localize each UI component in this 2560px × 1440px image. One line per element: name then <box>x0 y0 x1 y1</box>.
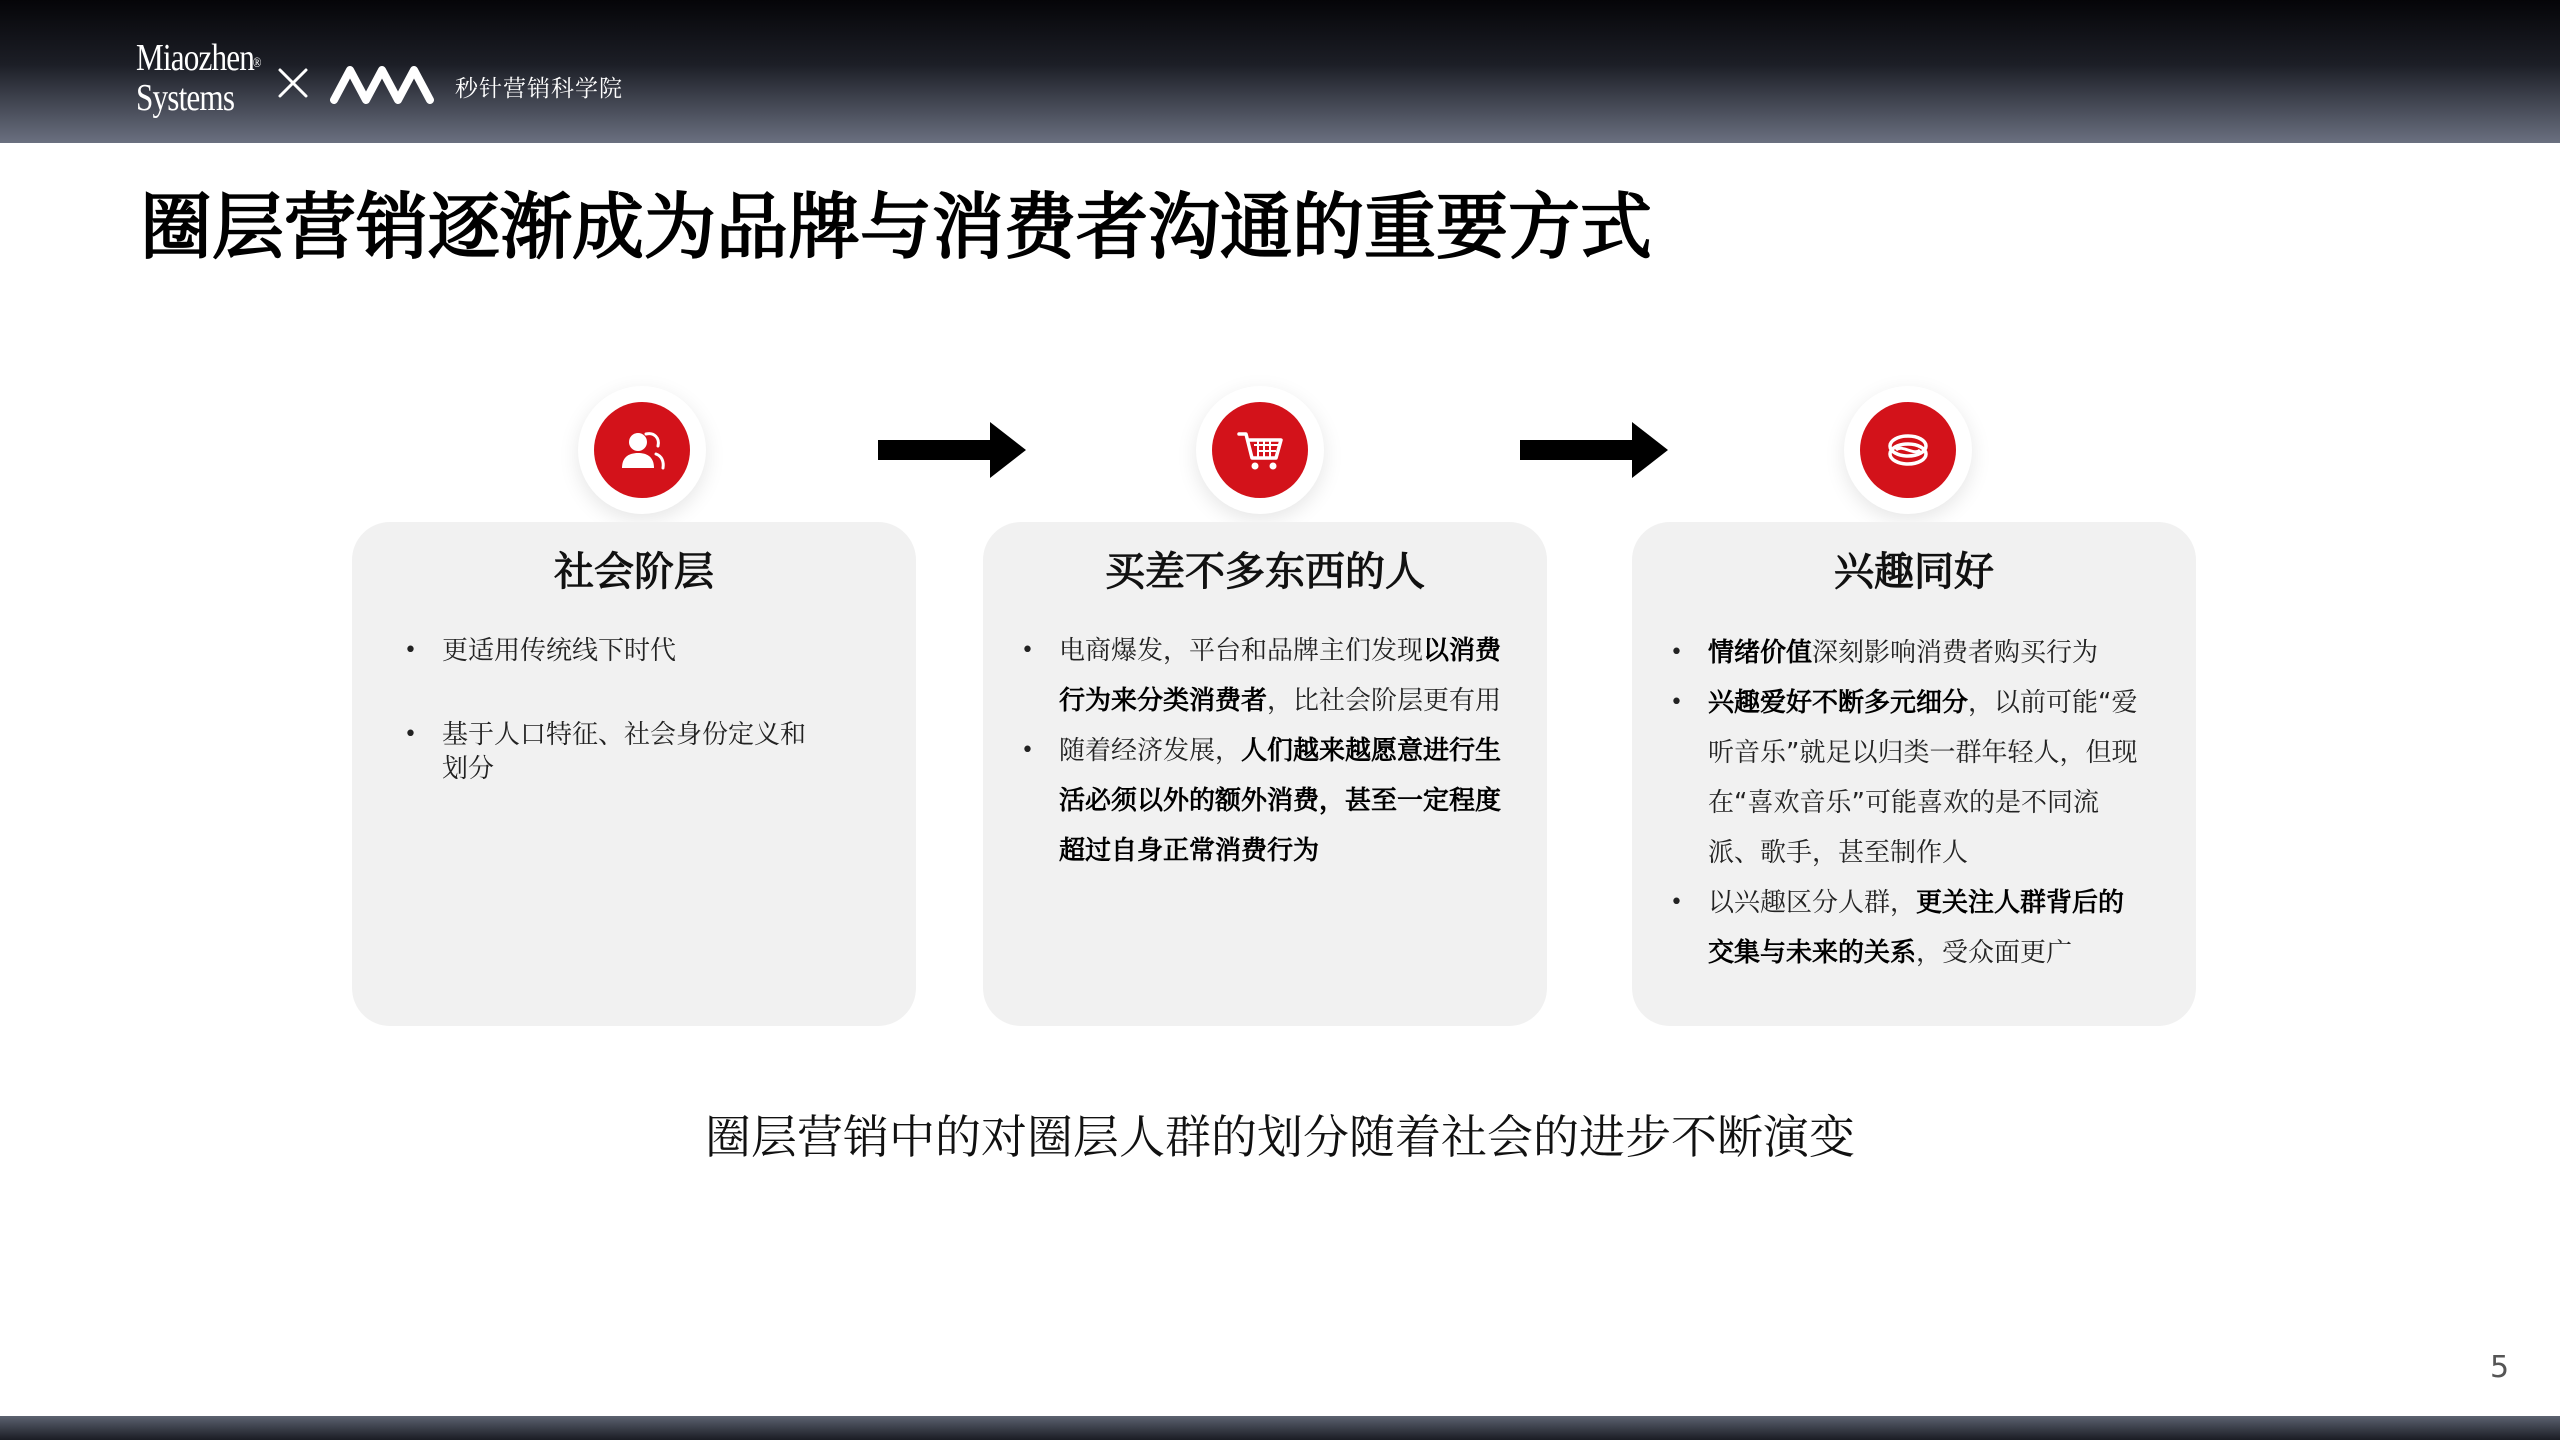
bullet-item: • 基于人口特征、社会身份定义和划分 <box>442 718 822 786</box>
card-title: 兴趣同好 <box>1834 549 1994 595</box>
academy-name: 秒针营销科学院 <box>455 76 623 102</box>
footer-bar <box>0 1416 2560 1440</box>
interlinked-rings-icon <box>1884 426 1932 474</box>
academy-mark-icon <box>328 60 436 108</box>
stage-3-icon-badge <box>1844 386 1972 514</box>
bullet-item: • 更适用传统线下时代 <box>442 634 822 668</box>
shopping-cart-icon <box>1236 426 1284 474</box>
bullet-item: • 情绪价值深刻影响消费者购买行为 <box>1708 628 2146 678</box>
summary-caption: 圈层营销中的对圈层人群的划分随着社会的进步不断演变 <box>705 1110 1855 1164</box>
page-number: 5 <box>2490 1350 2510 1385</box>
stage-1-icon-badge <box>578 386 706 514</box>
card-similar-buyers <box>983 522 1547 1026</box>
page-title: 圈层营销逐渐成为品牌与消费者沟通的重要方式 <box>140 185 1653 269</box>
arrow-right-1 <box>878 420 1028 480</box>
bullet-item: • 电商爆发，平台和品牌主们发现以消费行为来分类消费者，比社会阶层更有用 <box>1059 626 1509 726</box>
people-icon <box>618 426 666 474</box>
card-title: 社会阶层 <box>554 549 714 595</box>
bullet-item: • 以兴趣区分人群，更关注人群背后的交集与未来的关系，受众面更广 <box>1708 878 2146 978</box>
header-bar <box>0 0 2560 143</box>
miaozhen-systems-logo: Miaozhen Systems ® <box>136 37 261 119</box>
stage-2-icon-badge <box>1196 386 1324 514</box>
card-bullet-list <box>442 634 822 836</box>
card-bullet-list <box>1708 628 2146 978</box>
bullet-item: • 随着经济发展，人们越来越愿意进行生活必须以外的额外消费，甚至一定程度超过自身正常消费行为 <box>1059 726 1509 876</box>
card-bullet-list <box>1059 626 1509 876</box>
bullet-item: • 兴趣爱好不断多元细分，以前可能“爱听音乐”就足以归类一群年轻人，但现在“喜欢音乐”可能喜欢的是不同流派、歌手，甚至制作人 <box>1708 678 2146 878</box>
card-social-class <box>352 522 916 1026</box>
card-title: 买差不多东西的人 <box>1105 549 1425 595</box>
cross-icon <box>276 66 310 100</box>
card-shared-interests <box>1632 522 2196 1026</box>
arrow-right-2 <box>1520 420 1670 480</box>
